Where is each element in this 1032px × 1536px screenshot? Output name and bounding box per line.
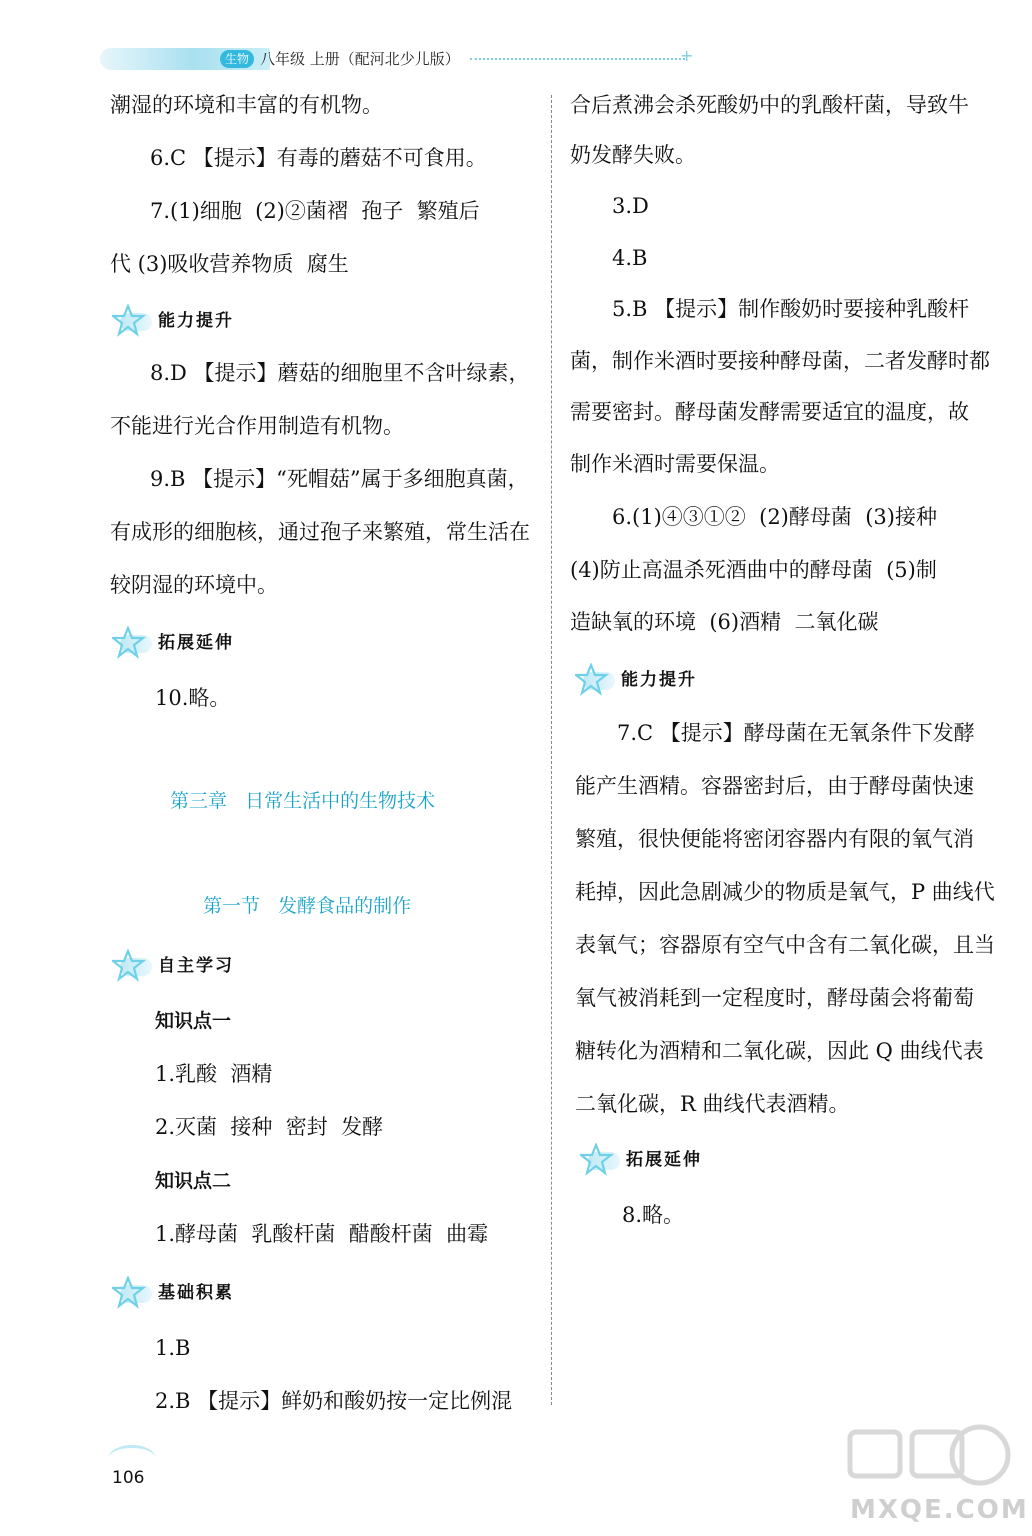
page-number: 106 (112, 1468, 145, 1488)
star-icon (575, 663, 615, 697)
section-subtitle: 第一节 发酵食品的制作 (203, 895, 412, 917)
subject-badge: 生物 (220, 50, 254, 68)
answer-line: 8.略。 (622, 1203, 685, 1227)
star-icon (112, 949, 152, 983)
answer-line: 10.略。 (155, 686, 231, 710)
answer-line: 2.B 【提示】鲜奶和酸奶按一定比例混 (155, 1389, 513, 1413)
answer-line: 合后煮沸会杀死酸奶中的乳酸杆菌，导致牛 (570, 93, 969, 117)
answer-line: 6.C 【提示】有毒的蘑菇不可食用。 (150, 146, 487, 170)
answer-line: 1.酵母菌 乳酸杆菌 醋酸杆菌 曲霉 (155, 1222, 489, 1246)
answer-line: 7.(1)细胞 (2)②菌褶 孢子 繁殖后 (150, 199, 480, 223)
answer-line: 奶发酵失败。 (570, 143, 696, 167)
watermark-text: MXQE.COM (850, 1495, 1029, 1525)
answer-line: 需要密封。酵母菌发酵需要适宜的温度，故 (570, 400, 969, 424)
section-title: 拓展延伸 (158, 633, 234, 653)
answer-line: 有成形的细胞核，通过孢子来繁殖，常生活在 (110, 520, 530, 544)
answer-line: 9.B 【提示】“死帽菇”属于多细胞真菌， (150, 467, 529, 491)
answer-line: 4.B (612, 246, 648, 270)
sparkle-icon: + (680, 46, 694, 65)
answer-line: 菌，制作米酒时要接种酵母菌，二者发酵时都 (570, 349, 990, 373)
chapter-title: 第三章 日常生活中的生物技术 (170, 790, 436, 812)
answer-line: 制作米酒时需要保温。 (570, 452, 780, 476)
answer-line: 潮湿的环境和丰富的有机物。 (110, 93, 383, 117)
knowledge-point-title: 知识点一 (155, 1010, 232, 1032)
answer-line: 不能进行光合作用制造有机物。 (110, 414, 404, 438)
answer-line: 7.C 【提示】酵母菌在无氧条件下发酵 (617, 721, 975, 745)
star-icon (580, 1143, 620, 1177)
star-icon (112, 1276, 152, 1310)
section-title: 自主学习 (158, 956, 234, 976)
answer-line: 造缺氧的环境 (6)酒精 二氧化碳 (570, 610, 879, 634)
answer-line: 较阴湿的环境中。 (110, 573, 278, 597)
star-icon (112, 304, 152, 338)
header-dotted-line (470, 58, 685, 60)
book-title: 八年级 上册（配河北少儿版） (260, 50, 460, 68)
answer-line: 代 (3)吸收营养物质 腐生 (110, 252, 349, 276)
star-icon (112, 626, 152, 660)
answer-line: 1.乳酸 酒精 (155, 1062, 273, 1086)
answer-line: (4)防止高温杀死酒曲中的酵母菌 (5)制 (570, 558, 937, 582)
knowledge-point-title: 知识点二 (155, 1170, 232, 1192)
answer-line: 8.D 【提示】蘑菇的细胞里不含叶绿素， (150, 361, 530, 385)
answer-line: 繁殖，很快便能将密闭容器内有限的氧气消 (575, 827, 974, 851)
section-title: 能力提升 (621, 670, 697, 690)
answer-line: 1.B (155, 1336, 191, 1360)
section-title: 基础积累 (158, 1283, 234, 1303)
answer-line: 表氧气；容器原有空气中含有二氧化碳，且当 (575, 933, 995, 957)
answer-line: 6.(1)④③①② (2)酵母菌 (3)接种 (612, 505, 937, 529)
answer-line: 3.D (612, 194, 649, 218)
answer-line: 耗掉，因此急剧减少的物质是氧气，P 曲线代 (575, 880, 995, 904)
answer-line: 糖转化为酒精和二氧化碳，因此 Q 曲线代表 (575, 1039, 984, 1063)
section-title: 拓展延伸 (626, 1150, 702, 1170)
answer-line: 2.灭菌 接种 密封 发酵 (155, 1115, 384, 1139)
answer-line: 5.B 【提示】制作酸奶时要接种乳酸杆 (612, 297, 970, 321)
column-divider (551, 95, 552, 1405)
answer-line: 能产生酒精。容器密封后，由于酵母菌快速 (575, 774, 974, 798)
answer-line: 氧气被消耗到一定程度时，酵母菌会将葡萄 (575, 986, 974, 1010)
answer-line: 二氧化碳，R 曲线代表酒精。 (575, 1092, 850, 1116)
page-header (100, 40, 700, 80)
section-title: 能力提升 (158, 311, 234, 331)
